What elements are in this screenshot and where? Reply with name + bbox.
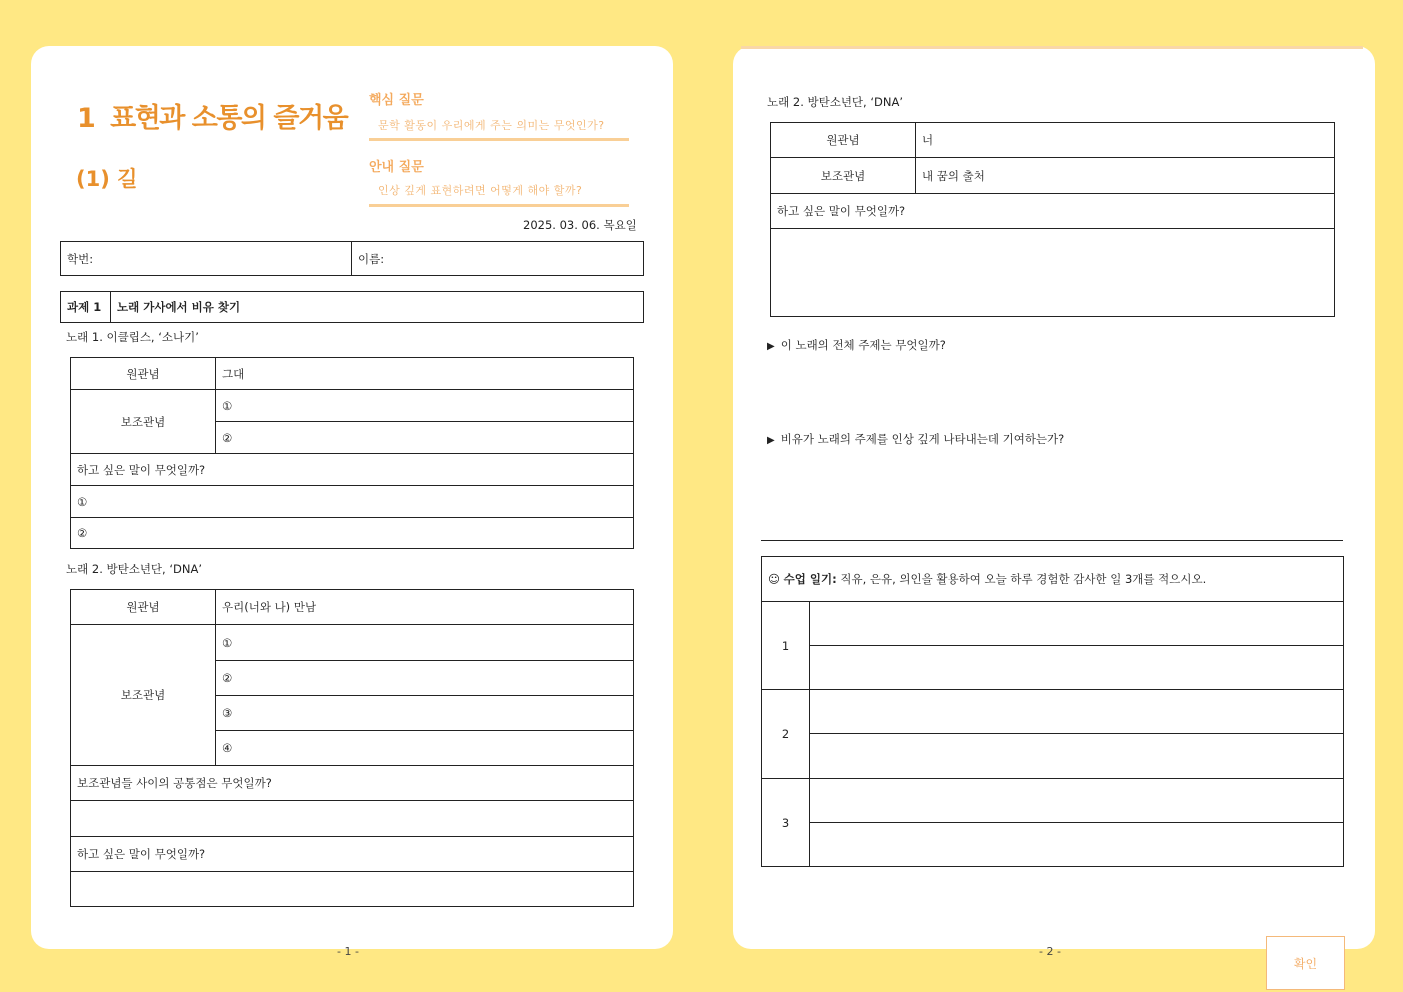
lesson-number: 1 [77,103,95,134]
student-number-field[interactable] [61,242,352,276]
page-number-1: - 1 - [337,945,359,958]
page2-main-value: 너 [916,123,1335,158]
lesson-title [77,96,347,135]
question-theme [767,337,946,353]
song2-aux-4[interactable]: ④ [216,731,634,766]
page2-top-rule [741,46,1363,49]
song1-title: 노래 1. 이클립스, ‘소나기’ [66,330,199,344]
lesson-subtitle: (1) 길 [76,167,138,191]
class-diary-label: 수업 일기: [783,572,837,586]
song2-main-label: 원관념 [71,590,216,625]
diary-row-number: 2 [762,690,810,779]
class-diary-table [761,556,1344,867]
song2-aux-2[interactable]: ② [216,661,634,696]
song2-common-answer[interactable] [71,801,634,837]
student-number-label: 학번: [67,251,94,266]
question-theme-text: 이 노래의 전체 주제는 무엇일까? [780,338,946,352]
class-diary-header [762,557,1344,602]
song2-title: 노래 2. 방탄소년단, ‘DNA’ [66,562,202,576]
song2-aux-1[interactable]: ① [216,625,634,661]
student-name-field[interactable] [352,242,644,276]
page2-song2-title: 노래 2. 방탄소년단, ‘DNA’ [767,95,903,109]
play-arrow-icon: ▶ [767,341,775,352]
song1-main-label: 원관념 [71,358,216,390]
diary-row-number: 1 [762,602,810,690]
guide-question-text: 인상 깊게 표현하려면 어떻게 해야 할까? [378,184,583,197]
song1-say-2[interactable]: ② [71,518,634,549]
page2-song2-table [770,122,1335,317]
diary-row-1-line-2[interactable] [810,646,1344,690]
diary-row-number: 3 [762,779,810,867]
song1-aux-1[interactable]: ① [216,390,634,422]
student-info-table [60,241,644,276]
song1-table [70,357,634,549]
play-arrow-icon: ▶ [767,435,775,446]
song2-say-answer[interactable] [71,872,634,907]
worksheet-page-1 [31,46,673,949]
page2-main-label: 원관념 [771,123,916,158]
core-question-text: 문학 활동이 우리에게 주는 의미는 무엇인가? [378,119,605,132]
song1-aux-2[interactable]: ② [216,422,634,454]
song2-aux-3[interactable]: ③ [216,696,634,731]
page2-aux-value: 내 꿈의 출처 [916,158,1335,194]
worksheet-page-2 [733,46,1375,949]
task-title: 노래 가사에서 비유 찾기 [111,292,644,323]
song1-main-value: 그대 [216,358,634,390]
student-name-label: 이름: [358,251,385,266]
section-divider [761,540,1343,541]
question-metaphor [767,431,1064,447]
page-number-2: - 2 - [1039,945,1061,958]
page2-aux-label: 보조관념 [771,158,916,194]
guide-question-label: 안내 질문 [369,160,424,175]
task-header-table [60,291,644,323]
question-metaphor-text: 비유가 노래의 주제를 인상 깊게 나타내는데 기여하는가? [780,432,1065,446]
song2-table [70,589,634,907]
diary-row-2-line-2[interactable] [810,734,1344,779]
confirm-button[interactable]: 확인 [1266,936,1345,990]
diary-row-1-line-1[interactable] [810,602,1344,646]
core-question-label: 핵심 질문 [369,93,424,108]
core-question-underline [369,138,629,141]
smiley-icon: ☺ [768,572,780,586]
diary-row-3-line-1[interactable] [810,779,1344,823]
page2-say-label: 하고 싶은 말이 무엇일까? [771,194,1335,229]
song2-main-value: 우리(너와 나) 만남 [216,590,634,625]
song2-aux-label: 보조관념 [71,625,216,766]
task-label: 과제 1 [61,292,111,323]
worksheet-date: 2025. 03. 06. 목요일 [523,218,637,232]
song2-say-label: 하고 싶은 말이 무엇일까? [71,837,634,872]
diary-row-3-line-2[interactable] [810,823,1344,867]
song1-say-1[interactable]: ① [71,486,634,518]
lesson-title-text: 표현과 소통의 즐거움 [110,103,348,134]
guide-question-underline [369,204,629,207]
page2-say-answer[interactable] [771,229,1335,317]
song1-say-label: 하고 싶은 말이 무엇일까? [71,454,634,486]
class-diary-instruction: 직유, 은유, 의인을 활용하여 오늘 하루 경험한 감사한 일 3개를 적으시오. [840,572,1207,586]
song2-common-label: 보조관념들 사이의 공통점은 무엇일까? [71,766,634,801]
song1-aux-label: 보조관념 [71,390,216,454]
diary-row-2-line-1[interactable] [810,690,1344,734]
